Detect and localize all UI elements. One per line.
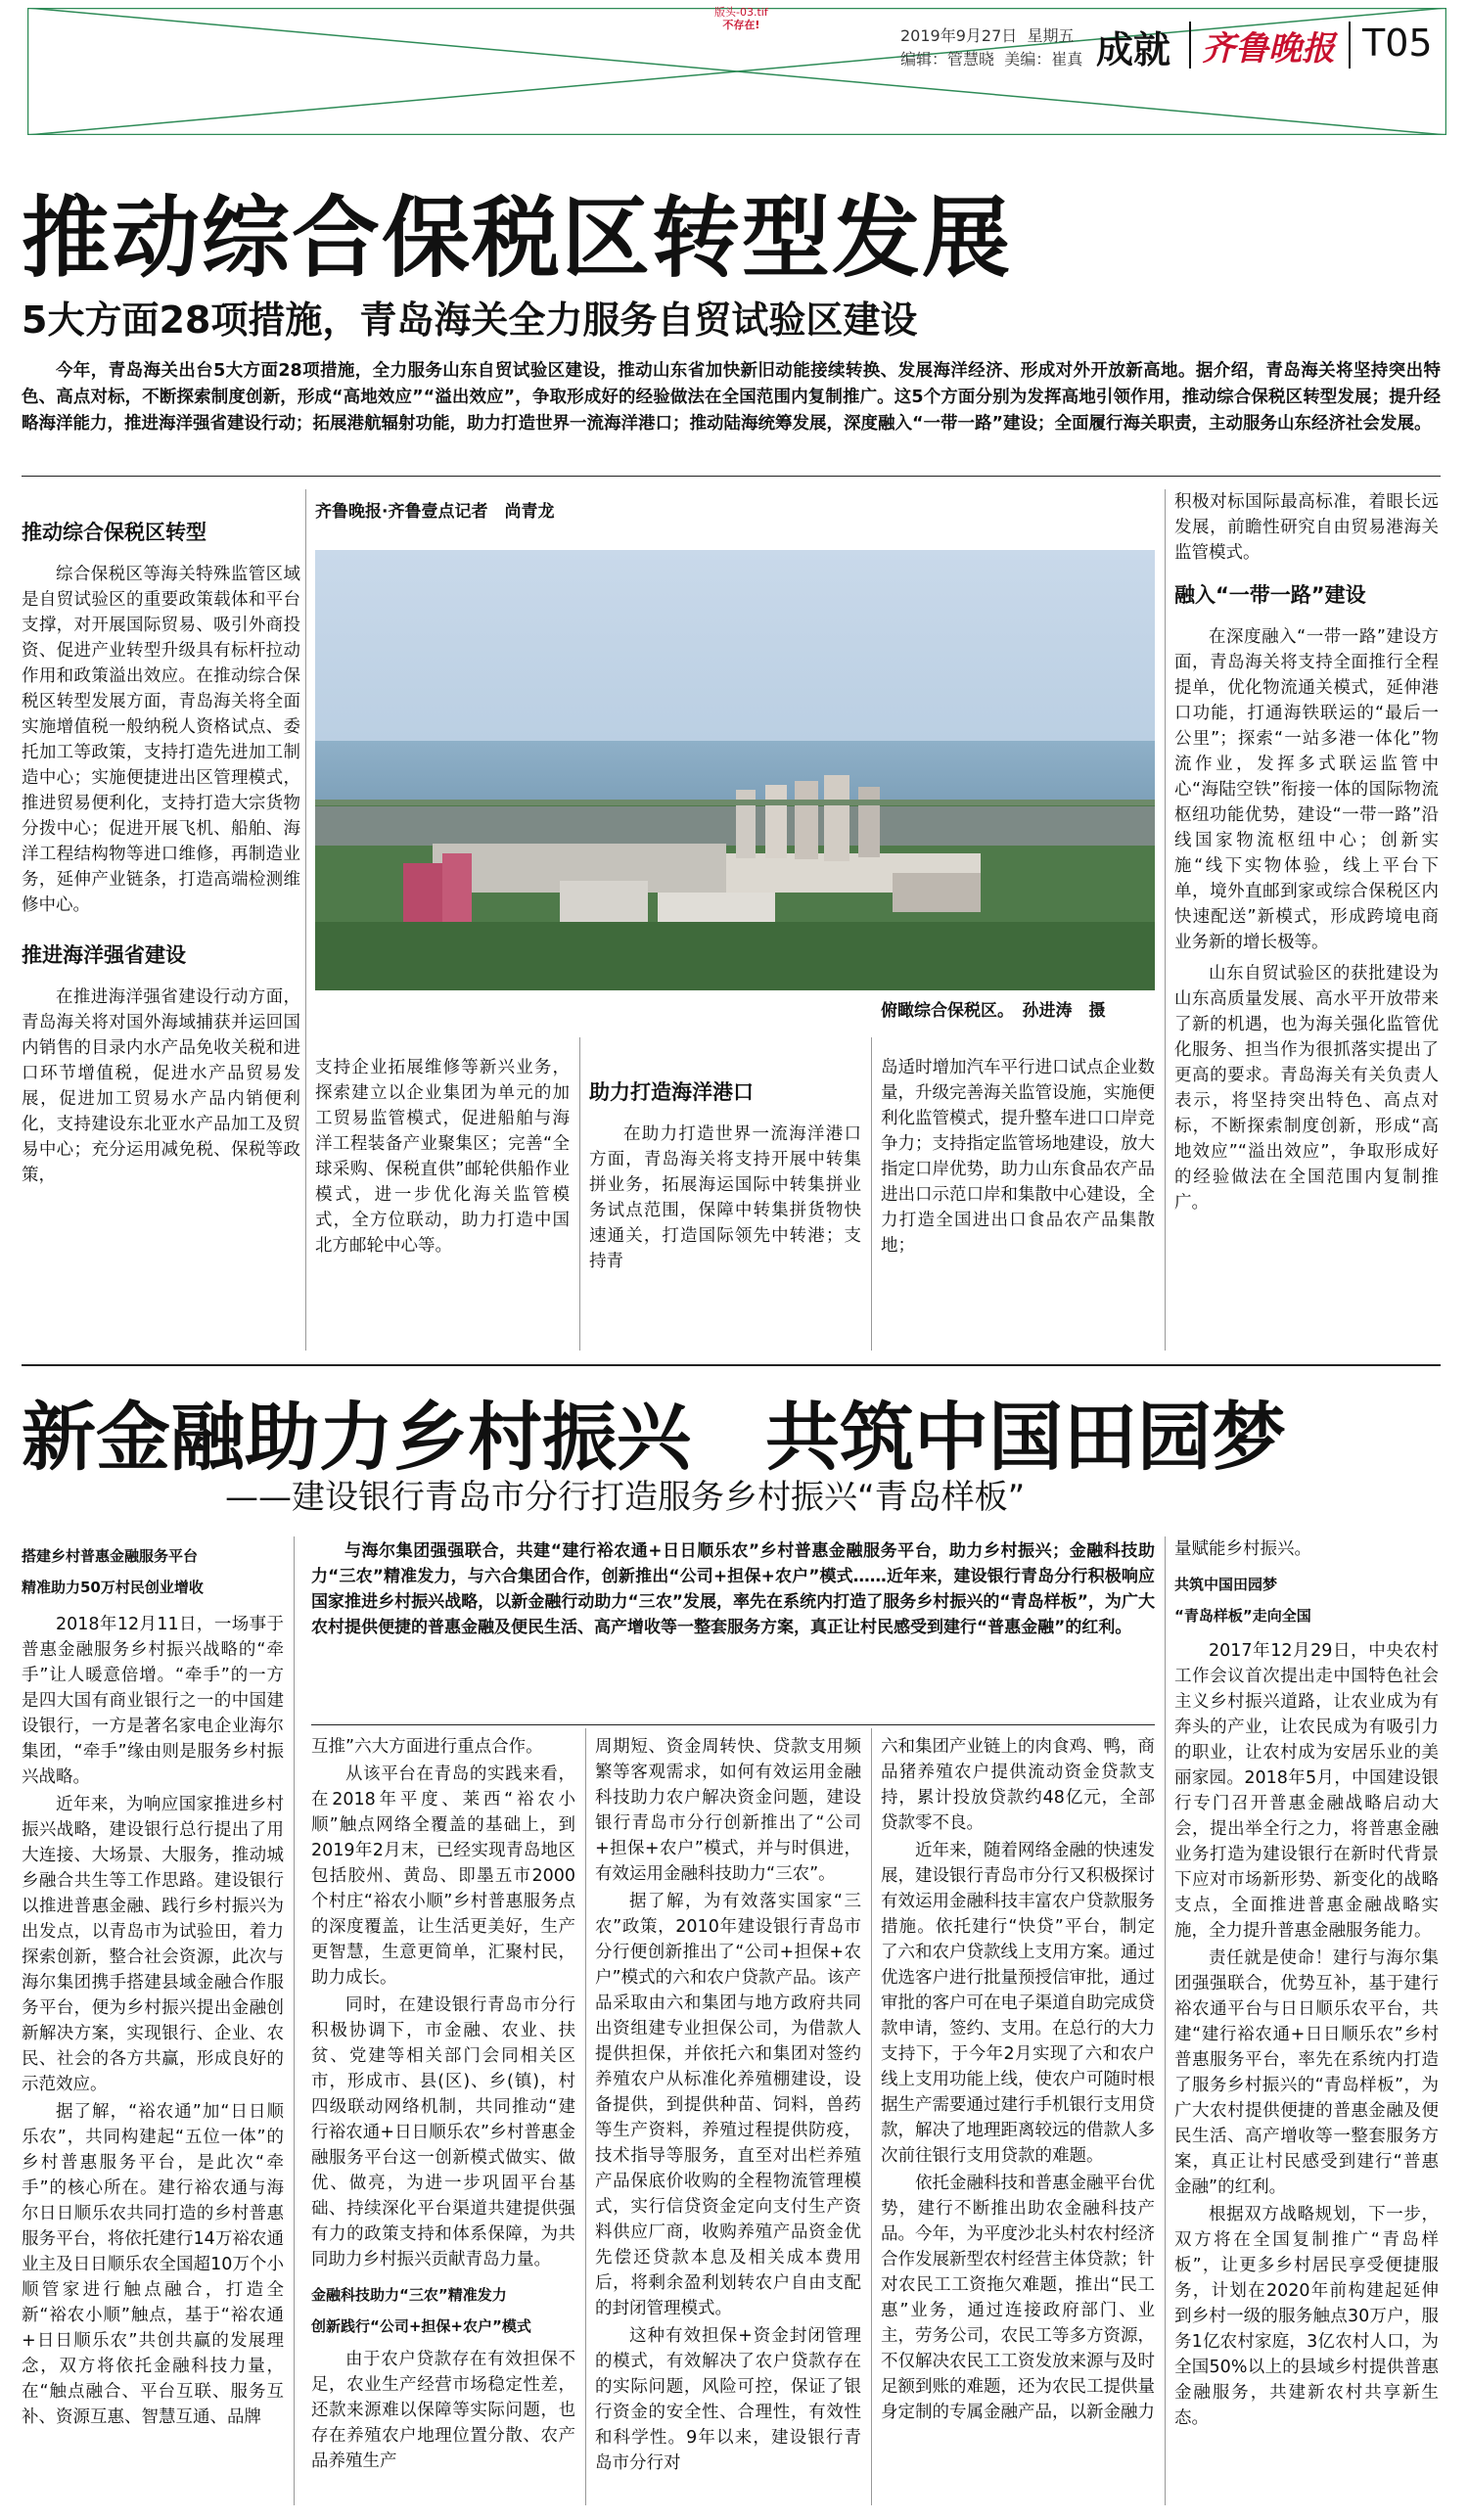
article1-subheadline: 5大方面28项措施，青岛海关全力服务自贸试验区建设 [22,298,918,342]
article1-col2 [315,1055,570,1259]
article2-subheadline: ——建设银行青岛市分行打造服务乡村振兴“青岛样板” [225,1478,1026,1517]
paragraph: 责任就是使命！建行与海尔集团强强联合，优势互补，基于建行裕农通平台与日日顺乐农平台，共建“建行裕农通+日日顺乐农”乡村普惠服务平台，率先在系统内打造了服务乡村振兴的“青岛样板”，为广大农村提供便捷的普惠金融及便民生活、高产增收等一整套服务方案，真正让村民感受到建行“普惠金融”的红利。 [1174,1948,1439,2197]
paragraph: 据了解，为有效落实国家“三农”政策，2010年建设银行青岛市分行便创新推出了“公司+担保+农户”模式的六和农户贷款产品。该产品采取由六和集团与地方政府共同出资组建专业担保公司，为借款人提供担保，并依托六和集团对签约养殖农户从标准化养殖棚建设，设备提供，到提供种苗、饲料，兽药等生产资料，养殖过程提供防疫，技术指导等服务，直至对出栏养殖产品保底价收购的全程物流管理模式，实行信贷资金定向支付生产资料供应厂商，收购养殖产品资金优先偿还贷款本息及相关成本费用后，将剩余盈利划转农户自由支配的封闭管理模式。 [595,1892,861,2318]
paragraph: 支持企业拓展维修等新兴业务，探索建立以企业集团为单元的加工贸易监管模式，促进船舶与海洋工程装备产业聚集区；完善“全球采购、保税直供”邮轮供船作业模式，进一步优化海关监管模式，全方位联动，助力打造中国北方邮轮中心等。 [315,1058,570,1256]
newspaper-logo: 齐鲁晚报 [1202,29,1335,69]
article1-col5 [1174,489,1439,1215]
photo-caption: 俯瞰综合保税区。 孙进涛 摄 [881,1001,1106,1021]
issue-weekday: 星期五 [1027,26,1075,45]
section-title: 推进海洋强省建设 [22,943,186,967]
header-divider [1189,22,1191,69]
bonded-zone-photo [315,550,1155,990]
paragraph: 积极对标国际最高标准，着眼长远发展，前瞻性研究自由贸易港海关监管模式。 [1174,492,1439,563]
paragraph: 岛适时增加汽车平行进口试点企业数量，升级完善海关监管设施，实施便利化监管模式，提升整车进口口岸竞争力；支持指定监管场地建设，放大指定口岸优势，助力山东食品农产品进出口示范口岸和集散中心建设，全力打造全国进出口食品农产品集散地； [881,1058,1155,1256]
column-rule [1165,1536,1166,2505]
paragraph: 在深度融入“一带一路”建设方面，青岛海关将支持全面推行全程提单，优化物流通关模式，延伸港口功能，打通海铁联运的“最后一公里”；探索“一站多港一体化”物流作业，发挥多式联运监管中心“海陆空铁”衔接一体的国际物流枢纽功能优势，建设“一带一路”沿线国家物流枢纽中心；创新实施“线下实物体验，线上平台下单，境外直邮到家或综合保税区内快速配送”新模式，形成跨境电商业务新的增长极等。 [1174,627,1439,952]
paragraph: 根据双方战略规划，下一步，双方将在全国复制推广“青岛样板”，让更多乡村居民享受便捷服务，计划在2020年前构建起延伸到乡村一级的服务触点30万户，服务1亿农村家庭，3亿农村人口，为全国50%以上的县域乡村提供普惠金融服务，共建新农村共享新生态。 [1174,2205,1439,2428]
column-rule [294,1536,295,2505]
article1-lead: 今年，青岛海关出台5大方面28项措施，全力服务山东自贸试验区建设，推动山东省加快新旧动能接续转换、发展海洋经济、形成对外开放新高地。据介绍，青岛海关将坚持突出特色、高点对标，不断探索制度创新，形成“高地效应”“溢出效应”，争取形成好的经验做法在全国范围内复制推广。这5个方面分别为发挥高地引领作用，推动综合保税区转型发展；提升经略海洋能力，推进海洋强省建设行动；拓展港航辐射功能，助力打造世界一流海洋港口；推动陆海统筹发展，深度融入“一带一路”建设；全面履行海关职责，主动服务山东经济社会发展。 [22,361,1441,434]
article2-col4 [881,1734,1155,2425]
paragraph: 这种有效担保+资金封闭管理的模式，有效解决了农户贷款存在的实际问题，风险可控，保证了银行资金的安全性、合理性，有效性和科学性。9年以来，建设银行青岛市分行对 [595,2326,861,2473]
missing-image-note: 版头-03.tif 不存在! [714,6,768,31]
article-separator [22,1364,1441,1366]
article1-rule [22,476,1441,477]
paragraph: 近年来，随着网络金融的快速发展，建设银行青岛市分行又积极探讨有效运用金融科技丰富农户贷款服务措施。依托建行“快贷”平台，制定了六和农户贷款线上支用方案。通过优选客户进行批量预授信审批，通过审批的客户可在电子渠道自助完成贷款申请，签约、支用。在总行的大力支持下，于今年2月实现了六和农户线上支用功能上线，使农户可随时根据生产需要通过建行手机银行支用贷款，解决了地理距离较远的借款人多次前往银行支用贷款的难题。 [881,1841,1155,2166]
designer-credit: 美编：崔真 [1004,50,1083,69]
column-rule [305,489,306,1351]
column-rule [871,1037,872,1351]
lead-rule [311,1724,1155,1725]
page-number: T05 [1362,22,1433,65]
paragraph: 据了解，“裕农通”加“日日顺乐农”，共同构建起“五位一体”的乡村普惠服务平台，是此次“牵手”的核心所在。建行裕农通与海尔日日顺乐农共同打造的乡村普惠服务平台，将依托建行14万裕农通业主及日日顺乐农全国超10万个小顺管家进行触点融合，打造全新“裕农小顺”触点，基于“裕农通+日日顺乐农”共创共赢的发展理念，双方将依托金融科技力量，在“触点融合、平台互联、服务互补、资源互惠、智慧互通、品牌 [22,2102,284,2427]
paragraph: 在推进海洋强省建设行动方面，青岛海关将对国外海域捕获并运回国内销售的目录内水产品免收关税和进口环节增值税，促进水产品贸易发展，促进加工贸易水产品内销便利化，支持建设东北亚水产品加工及贸易中心；充分运用减免税、保税等政策， [22,987,300,1185]
paragraph: 从该平台在青岛的实践来看，在2018年平度、莱西“裕农小顺”触点网络全覆盖的基础上，到2019年2月末，已经实现青岛地区包括胶州、黄岛、即墨五市2000个村庄“裕农小顺”乡村普惠服务点的深度覆盖，让生活更美好，生产更智慧，生意更简单，汇聚村民，助力成长。 [311,1764,575,1988]
article1-col3 [589,1071,861,1274]
article2-lead: 与海尔集团强强联合，共建“建行裕农通+日日顺乐农”乡村普惠金融服务平台，助力乡村振兴；金融科技助力“三农”精准发力，与六合集团合作，创新推出“公司+担保+农户”模式……近年来，建设银行青岛分行积极响应国家推进乡村振兴战略，以新金融行动助力“三农”发展，率先在系统内打造了服务乡村振兴的“青岛样板”，为广大农村提供便捷的普惠金融及便民生活、高产增收等一整套服务方案，真正让村民感受到建行“普惠金融”的红利。 [311,1541,1155,1637]
section-title: 推动综合保税区转型 [22,521,206,544]
header-dateline [900,23,1074,46]
paragraph: 依托金融科技和普惠金融平台优势，建行不断推出助农金融科技产品。今年，为平度沙北头村农村经济合作发展新型农村经营主体贷款；针对农民工工资拖欠难题，推出“民工惠”业务，通过连接政府部门、业主，劳务公司，农民工等多方资源，不仅解决农民工工资发放来源与及时足额到账的难题，还为农民工提供量身定制的专属金融产品，以新金融力 [881,2174,1155,2422]
section-title: 搭建乡村普惠金融服务平台 [22,1547,199,1565]
article2-headline: 新金融助力乡村振兴 共筑中国田园梦 [22,1394,1286,1481]
paragraph: 近年来，为响应国家推进乡村振兴战略，建设银行总行提出了用大连接、大场景、大服务，推动城乡融合共生等工作思路。建设银行以推进普惠金融、践行乡村振兴为出发点，以青岛市为试验田，着力探索创新，整合社会资源，此次与海尔集团携手搭建县域金融合作服务平台，便为乡村振兴提出金融创新解决方案，实现银行、企业、农民、社会的各方共赢，形成良好的示范效应。 [22,1795,284,2094]
article1-byline: 齐鲁晚报·齐鲁壹点记者 尚青龙 [315,502,555,522]
article2-col2 [311,1734,575,2474]
article2-col1 [22,1542,284,2430]
section-title: 共筑中国田园梦 [1174,1576,1278,1593]
article2-col3 [595,1734,861,2476]
article1-col4 [881,1055,1155,1259]
issue-date: 2019年9月27日 [900,26,1018,45]
article2-col5 [1174,1536,1439,2431]
section-title: 精准助力50万村民创业增收 [22,1579,204,1596]
header-divider-2 [1349,22,1351,69]
column-rule [579,1037,580,1351]
section-title: 融入“一带一路”建设 [1174,583,1366,607]
section-title: 金融科技助力“三农”精准发力 [311,2286,507,2304]
article1-col1 [22,511,300,1188]
paragraph: 量赋能乡村振兴。 [1174,1539,1311,1559]
paragraph: 周期短、资金周转快、贷款支用频繁等客观需求，如何有效运用金融科技助力农户解决资金问题，建设银行青岛市分行创新推出了“公司+担保+农户”模式，并与时俱进，有效运用金融科技助力“三农”。 [595,1737,861,1884]
column-rule [1165,489,1166,1351]
article1-headline: 推动综合保税区转型发展 [22,187,1012,290]
section-name: 成就 [1096,28,1171,71]
paragraph: 山东自贸试验区的获批建设为山东高质量发展、高水平开放带来了新的机遇，也为海关强化监管优化服务、担当作为很抓落实提出了更高的要求。青岛海关有关负责人表示，将坚持突出特色、高点对标，不断探索制度创新，形成“高地效应”“溢出效应”，争取形成好的经验做法在全国范围内复制推广。 [1174,964,1439,1213]
paragraph: 同时，在建设银行青岛市分行积极协调下，市金融、农业、扶贫、党建等相关部门会同相关区市，形成市、县(区)、乡(镇)，村四级联动网络机制，共同推动“建行裕农通+日日顺乐农”乡村普惠金融服务平台这一创新模式做实、做优、做亮，为进一步巩固平台基础、持续深化平台渠道共建提供强有力的政策支持和体系保障，为共同助力乡村振兴贡献青岛力量。 [311,1995,575,2269]
paragraph: 2018年12月11日，一场事于普惠金融服务乡村振兴战略的“牵手”让人暖意倍增。“牵手”的一方是四大国有商业银行之一的中国建设银行，一方是著名家电企业海尔集团，“牵手”缘由则是服务乡村振兴战略。 [22,1615,284,1787]
paragraph: 由于农户贷款存在有效担保不足，农业生产经营市场稳定性差，还款来源难以保障等实际问题，也存在养殖农户地理位置分散、农产品养殖生产 [311,2350,575,2471]
paragraph: 在助力打造世界一流海洋港口方面，青岛海关将支持开展中转集拼业务，拓展海运国际中转集拼业务试点范围，保障中转集拼货物快速通关，打造国际领先中转港；支持青 [589,1124,861,1271]
column-rule [871,1728,872,2505]
section-title: “青岛样板”走向全国 [1174,1607,1311,1625]
column-rule [585,1728,586,2505]
paragraph: 互推”六大方面进行重点合作。 [311,1737,543,1757]
paragraph: 2017年12月29日，中央农村工作会议首次提出走中国特色社会主义乡村振兴道路，让农业成为有奔头的产业，让农民成为有吸引力的职业，让农村成为安居乐业的美丽家园。2018年5月，中国建设银行专门召开普惠金融战略启动大会，提出举全行之力，将普惠金融业务打造为建设银行在新时代背景下应对市场新形势、新变化的战略支点，全面推进普惠金融战略实施，全力提升普惠金融服务能力。 [1174,1641,1439,1941]
paragraph: 六和集团产业链上的肉食鸡、鸭，商品猪养殖农户提供流动资金贷款支持，累计投放贷款约48亿元，全部贷款零不良。 [881,1737,1155,1833]
section-title: 助力打造海洋港口 [589,1080,754,1104]
section-title: 创新践行“公司+担保+农户”模式 [311,2317,531,2335]
paragraph: 综合保税区等海关特殊监管区域是自贸试验区的重要政策载体和平台支撑，对开展国际贸易、吸引外商投资、促进产业转型升级具有标杆拉动作用和政策溢出效应。在推动综合保税区转型发展方面，青岛海关将全面实施增值税一般纳税人资格试点、委托加工等政策，支持打造先进加工制造中心；实施便捷进出区管理模式，推进贸易便利化，支持打造大宗货物分拨中心；促进开展飞机、船舶、海洋工程结构物等进口维修，再制造业务，延伸产业链条，打造高端检测维修中心。 [22,565,300,915]
header-credits [900,47,1082,69]
editor-credit: 编辑：管慧晓 [900,50,995,69]
